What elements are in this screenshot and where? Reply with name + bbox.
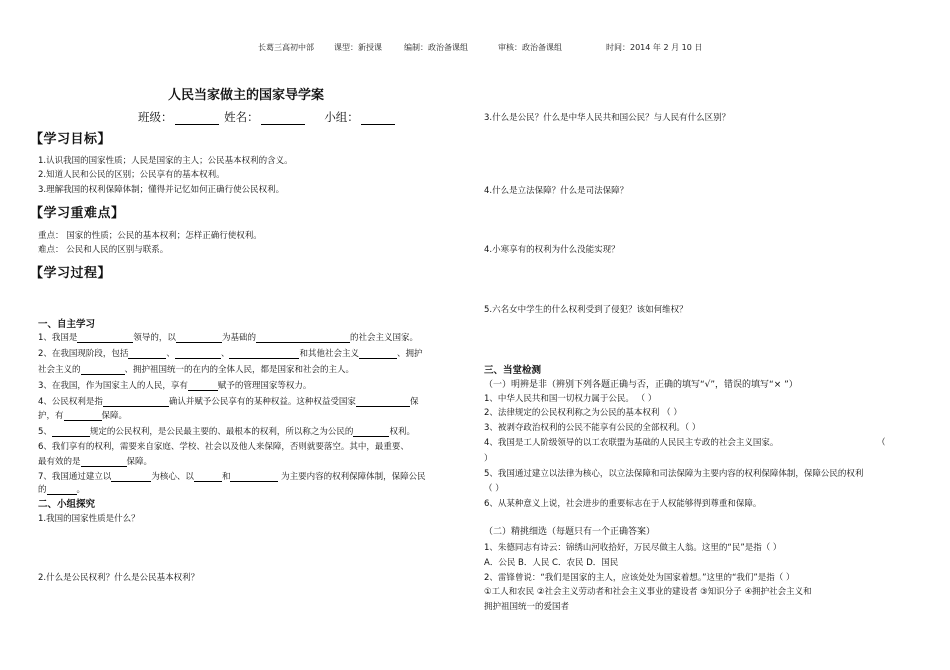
group-q3: 3.什么是公民？什么是中华人民共和国公民？与人民有什么区别？ [484, 113, 731, 123]
self-q1: 1、我国是 领导的，以 为基础的 的社会主义国家。 [38, 333, 418, 343]
header-school: 长葛三高初中部 [258, 43, 314, 52]
goal-item: 2.知道人民和公民的区别；公民享有的基本权利。 [38, 170, 225, 180]
tf-heading: （一）明辨是非（辨别下列各题正确与否，正确的填写“√”，错误的填写“× ”） [484, 380, 798, 390]
tf-item: 5、我国通过建立以法律为核心，以立法保障和司法保障为主要内容的权利保障体制，保障公民的权利 [484, 469, 864, 479]
mc-options: A．公民 B．人民 C．农民 D．国民 [484, 558, 619, 568]
header-editor: 编制：政治备课组 [404, 43, 468, 52]
name-label: 姓名： [224, 110, 259, 124]
self-q3: 3、在我国，作为国家主人的人民，享有 赋予的管理国家等权力。 [38, 381, 312, 391]
self-q7-cont: 的 。 [38, 485, 86, 495]
group-q4: 4.什么是立法保障？什么是司法保障？ [484, 186, 629, 196]
mc-options-cont: 拥护祖国统一的爱国者 [484, 602, 570, 612]
group-heading: 二、小组探究 [38, 499, 96, 510]
name-field[interactable] [261, 112, 305, 125]
tf-item-paren-open: （ [877, 438, 886, 448]
class-field[interactable] [175, 112, 219, 125]
goal-item: 1.认识我国的国家性质；人民是国家的主人；公民基本权利的含义。 [38, 156, 293, 166]
self-q5: 5、 规定的公民权利，是公民最主要的、最根本的权利，所以称之为公民的 权利。 [38, 427, 415, 437]
mc-item: 2、雷锋曾说：“我们是国家的主人，应该处处为国家着想。”这里的“我们”是指（ ） [484, 573, 795, 583]
self-q6-cont: 最有效的是 保障。 [38, 457, 153, 467]
class-label: 班级： [138, 110, 173, 124]
self-study-heading: 一、自主学习 [38, 319, 96, 330]
mc-heading: （二）精挑细选（每题只有一个正确答案） [484, 527, 656, 537]
check-heading: 三、当堂检测 [484, 365, 542, 376]
header-reviewer: 审核：政治备课组 [498, 43, 562, 52]
tf-item: 3、被剥夺政治权利的公民不能享有公民的全部权利。（ ） [484, 423, 701, 433]
mc-item: 1、朱德同志有诗云：锦绣山河收拾好，万民尽做主人翁。这里的“民”是指（ ） [484, 543, 782, 553]
group-label: 小组： [324, 110, 359, 124]
group-q1: 1.我国的国家性质是什么？ [38, 514, 140, 524]
self-q2-cont: 社会主义的 、拥护祖国统一的在内的全体人民，都是国家和社会的主人。 [38, 365, 355, 375]
tf-item: 1、中华人民共和国一切权力属于公民。 （ ） [484, 394, 657, 404]
page-title: 人民当家做主的国家导学案 [168, 88, 325, 103]
process-heading: 【学习过程】 [30, 266, 112, 281]
tf-item-cont: （ ） [484, 484, 504, 494]
goals-heading: 【学习目标】 [30, 132, 112, 147]
key-item: 难点： 公民和人民的区别与联系。 [38, 245, 169, 255]
tf-item: 6、从某种意义上说，社会进步的重要标志在于人权能够得到尊重和保障。 [484, 499, 762, 509]
group-q5: 4.小寒享有的权利为什么没能实现？ [484, 245, 620, 255]
self-q2: 2、在我国现阶段，包括 、 、 和其他社会主义 、拥护 [38, 349, 423, 359]
self-q4: 4、公民权利是指 确认并赋予公民享有的某种权益。这种权益受国家 保 [38, 397, 419, 407]
mc-options: ①工人和农民 ②社会主义劳动者和社会主义事业的建设者 ③知识分子 ④拥护社会主义和 [484, 587, 812, 597]
tf-item-paren-close: ） [484, 454, 493, 464]
key-item: 重点： 国家的性质；公民的基本权利；怎样正确行使权利。 [38, 231, 262, 241]
self-q4-cont: 护，有 保障。 [38, 411, 128, 421]
tf-item: 2、法律规定的公民权利称之为公民的基本权利 （ ） [484, 408, 682, 418]
self-q6: 6、我们享有的权利，需要来自家庭、学校、社会以及他人来保障，否则就要落空。其中，最重要、 [38, 442, 409, 452]
goal-item: 3.理解我国的权利保障体制；懂得并记忆如何正确行使公民权利。 [38, 185, 285, 195]
group-q6: 5.六名女中学生的什么权利受到了侵犯？该如何维权？ [484, 305, 688, 315]
header-date: 时间：2014 年 2 月 10 日 [606, 43, 703, 52]
student-fields [138, 109, 397, 125]
group-field[interactable] [361, 112, 395, 125]
self-q7: 7、我国通过建立以 为核心、以 和 为主要内容的权利保障体制，保障公民 [38, 472, 426, 482]
tf-item: 4、我国是工人阶级领导的以工农联盟为基础的人民民主专政的社会主义国家。 [484, 438, 779, 448]
header-type: 课型：新授课 [334, 43, 382, 52]
key-heading: 【学习重难点】 [30, 206, 125, 221]
group-q2: 2.什么是公民权利？什么是公民基本权利？ [38, 573, 200, 583]
